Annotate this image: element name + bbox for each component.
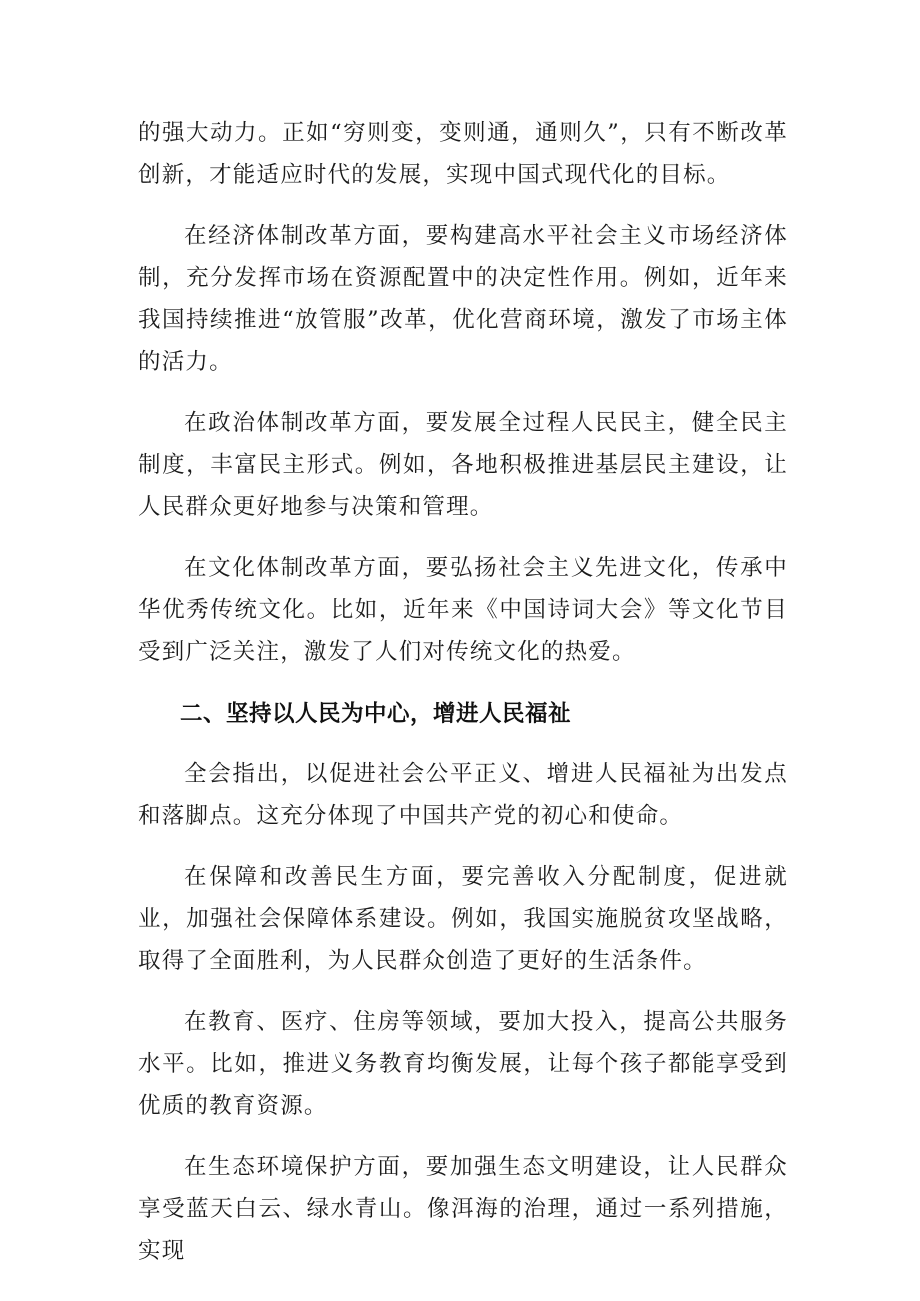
paragraph-public-services: 在教育、医疗、住房等领域，要加大投入，提高公共服务水平。比如，推进义务教育均衡发展，让每个孩子都能享受到优质的教育资源。 <box>138 1009 788 1119</box>
paragraph-cultural-reform: 在文化体制改革方面，要弘扬社会主义先进文化，传承中华优秀传统文化。比如，近年来《中国诗词大会》等文化节目受到广泛关注，激发了人们对传统文化的热爱。 <box>138 555 788 665</box>
paragraph-continuation: 的强大动力。正如“穷则变，变则通，通则久”，只有不断改革创新，才能适应时代的发展，实现中国式现代化的目标。 <box>138 120 788 188</box>
paragraph-ecology: 在生态环境保护方面，要加强生态文明建设，让人民群众享受蓝天白云、绿水青山。像洱海的治理，通过一系列措施，实现 <box>138 1154 788 1264</box>
paragraph-political-reform: 在政治体制改革方面，要发展全过程人民民主，健全民主制度，丰富民主形式。例如，各地积极推进基层民主建设，让人民群众更好地参与决策和管理。 <box>138 410 788 520</box>
section-heading: 二、坚持以人民为中心，增进人民福祉 <box>180 701 572 727</box>
document-page <box>138 112 788 1291</box>
paragraph-livelihood: 在保障和改善民生方面，要完善收入分配制度，促进就业，加强社会保障体系建设。例如，我国实施脱贫攻坚战略，取得了全面胜利，为人民群众创造了更好的生活条件。 <box>138 864 788 974</box>
paragraph-economic-reform: 在经济体制改革方面，要构建高水平社会主义市场经济体制，充分发挥市场在资源配置中的决定性作用。例如，近年来我国持续推进“放管服”改革，优化营商环境，激发了市场主体的活力。 <box>138 223 788 375</box>
paragraph-plenum-statement: 全会指出，以促进社会公平正义、增进人民福祉为出发点和落脚点。这充分体现了中国共产党的初心和使命。 <box>138 761 788 829</box>
